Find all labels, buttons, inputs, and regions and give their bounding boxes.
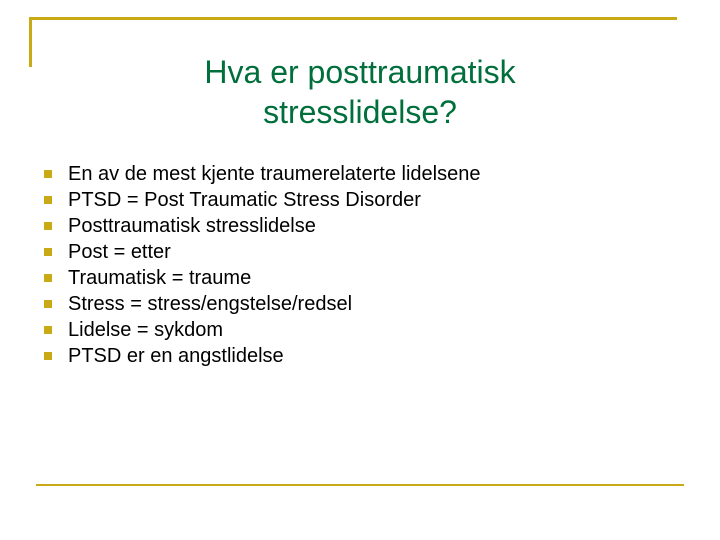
bullet-list [44,161,684,369]
square-bullet-icon [44,274,52,282]
left-border-line [29,17,32,67]
slide-title [60,52,660,132]
bullet-item [44,317,684,343]
bullet-text: PTSD = Post Traumatic Stress Disorder [68,189,421,211]
bullet-item [44,265,684,291]
bullet-item [44,291,684,317]
slide-title-line-2: stresslidelse? [263,94,457,130]
bullet-text: PTSD er en angstlidelse [68,345,284,367]
square-bullet-icon [44,248,52,256]
bullet-item [44,187,684,213]
square-bullet-icon [44,170,52,178]
square-bullet-icon [44,300,52,308]
bullet-item [44,343,684,369]
top-border-line [29,17,677,20]
bullet-item [44,213,684,239]
slide-title-line-1: Hva er posttraumatisk [204,54,516,90]
square-bullet-icon [44,222,52,230]
bullet-text: Traumatisk = traume [68,267,252,289]
square-bullet-icon [44,352,52,360]
bullet-text: Lidelse = sykdom [68,319,224,341]
bottom-border-line [36,484,684,486]
square-bullet-icon [44,196,52,204]
bullet-text: Stress = stress/engstelse/redsel [68,293,353,315]
bullet-text: Posttraumatisk stresslidelse [68,215,316,237]
bullet-text: Post = etter [68,241,171,263]
bullet-text: En av de mest kjente traumerelaterte lidelsene [68,163,481,185]
bullet-item [44,239,684,265]
square-bullet-icon [44,326,52,334]
bullet-item [44,161,684,187]
